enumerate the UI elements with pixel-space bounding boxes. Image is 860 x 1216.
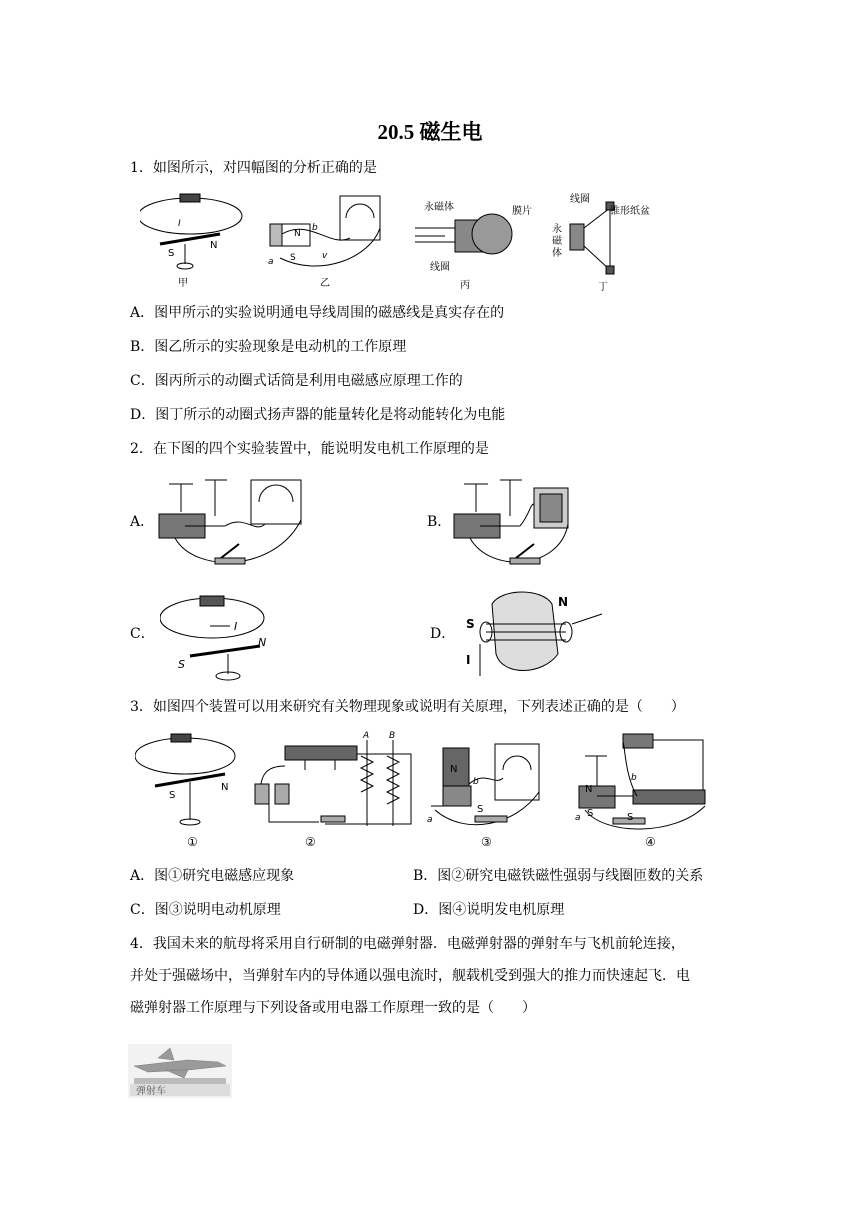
q4-line-2: 并处于强磁场中，当弹射车内的导体通以强电流时，舰载机受到强大的推力而快速起飞．电 (130, 968, 690, 984)
q3-fig-4 (579, 734, 705, 829)
label-moupian: 膜片 (512, 206, 532, 217)
q3-option-b: B．图②研究电磁铁磁性强弱与线圈匝数的关系 (413, 868, 704, 884)
q2-label-c: C． (130, 626, 155, 642)
label-jia: 甲 (178, 278, 188, 289)
svg-text:S: S (290, 253, 296, 263)
svg-text:S: S (169, 790, 176, 801)
svg-text:S: S (466, 617, 475, 631)
q3-circled-1: ① (187, 835, 198, 849)
q2-figure-c (160, 584, 280, 684)
q1-option-d: D．图丁所示的动圈式扬声器的能量转化是将动能转化为电能 (130, 407, 506, 423)
q4-image-label: 弹射车 (136, 1086, 166, 1097)
svg-text:S: S (477, 804, 484, 815)
q1-option-b: B．图乙所示的实验现象是电动机的工作原理 (130, 339, 407, 355)
label-ding: 丁 (598, 282, 608, 293)
q3-option-d: D．图④说明发电机原理 (413, 902, 565, 918)
fig-jia-compass-wire (140, 194, 242, 269)
label-zhuixing: 锥形纸盆 (610, 206, 650, 217)
q2-stem: 2．在下图的四个实验装置中，能说明发电机工作原理的是 (130, 441, 489, 457)
q1-option-a: A．图甲所示的实验说明通电导线周围的磁感线是真实存在的 (130, 305, 505, 321)
q4-line-1: 4．我国未来的航母将采用自行研制的电磁弹射器．电磁弹射器的弹射车与飞机前轮连接， (130, 936, 685, 952)
q4-line-3: 磁弹射器工作原理与下列设备或用电器工作原理一致的是（ ） (130, 1000, 536, 1016)
svg-text:b: b (312, 223, 318, 233)
svg-text:S: S (168, 248, 175, 259)
svg-text:N: N (450, 764, 458, 775)
svg-text:N: N (294, 229, 301, 239)
svg-text:S: S (178, 658, 185, 671)
svg-text:N: N (258, 636, 267, 649)
label-yongciti: 永磁体 (424, 202, 454, 213)
q2-label-b: B． (427, 514, 452, 530)
q2-figure-a (155, 474, 315, 574)
fig-bing-microphone (415, 214, 512, 254)
svg-text:N: N (210, 240, 218, 251)
svg-text:I: I (466, 653, 471, 667)
svg-text:N: N (585, 784, 593, 795)
svg-text:a: a (575, 813, 581, 823)
q3-figures (135, 726, 735, 850)
svg-text:v: v (322, 251, 328, 261)
q3-fig-2 (255, 740, 411, 826)
q2-label-d: D． (430, 626, 456, 642)
q3-circled-3: ③ (481, 835, 492, 849)
svg-text:S: S (627, 812, 634, 823)
svg-text:a: a (427, 815, 433, 825)
fig-ding-speaker (570, 202, 614, 274)
q2-figure-b (450, 474, 600, 574)
q2-label-a: A． (130, 514, 155, 530)
q3-circled-2: ② (305, 835, 316, 849)
svg-text:a: a (268, 257, 274, 267)
q4-launcher-image (128, 1044, 232, 1098)
q3-circled-4: ④ (645, 835, 656, 849)
q2-figure-d (462, 584, 612, 678)
svg-text:b: b (473, 777, 479, 787)
q3-option-a: A．图①研究电磁感应现象 (130, 868, 295, 884)
svg-text:S: S (587, 808, 594, 819)
label-yong: 永 (552, 224, 562, 235)
q3-option-c: C．图③说明电动机原理 (130, 902, 281, 918)
svg-text:B: B (389, 731, 396, 741)
svg-text:N: N (221, 782, 229, 793)
label-xianquan-bing: 线圈 (430, 262, 450, 273)
label-xianquan-ding: 线圈 (570, 194, 590, 205)
label-bing: 丙 (460, 280, 470, 291)
svg-text:I: I (234, 620, 238, 633)
q3-fig-3 (431, 744, 539, 825)
svg-text:b: b (631, 773, 637, 783)
q3-stem: 3．如图四个装置可以用来研究有关物理现象或说明有关原理，下列表述正确的是（ ） (130, 699, 685, 715)
q1-stem: 1．如图所示，对四幅图的分析正确的是 (130, 160, 377, 176)
svg-text:I: I (178, 219, 181, 229)
page-title: 20.5 磁生电 (377, 120, 483, 144)
label-yi: 乙 (320, 278, 330, 289)
label-ti: 体 (552, 248, 562, 259)
q1-figures (140, 188, 680, 294)
q1-option-c: C．图丙所示的动圈式话筒是利用电磁感应原理工作的 (130, 373, 463, 389)
svg-text:N: N (558, 595, 569, 609)
svg-text:A: A (363, 731, 370, 741)
label-ci: 磁 (552, 236, 562, 247)
q3-fig-1 (135, 734, 235, 825)
